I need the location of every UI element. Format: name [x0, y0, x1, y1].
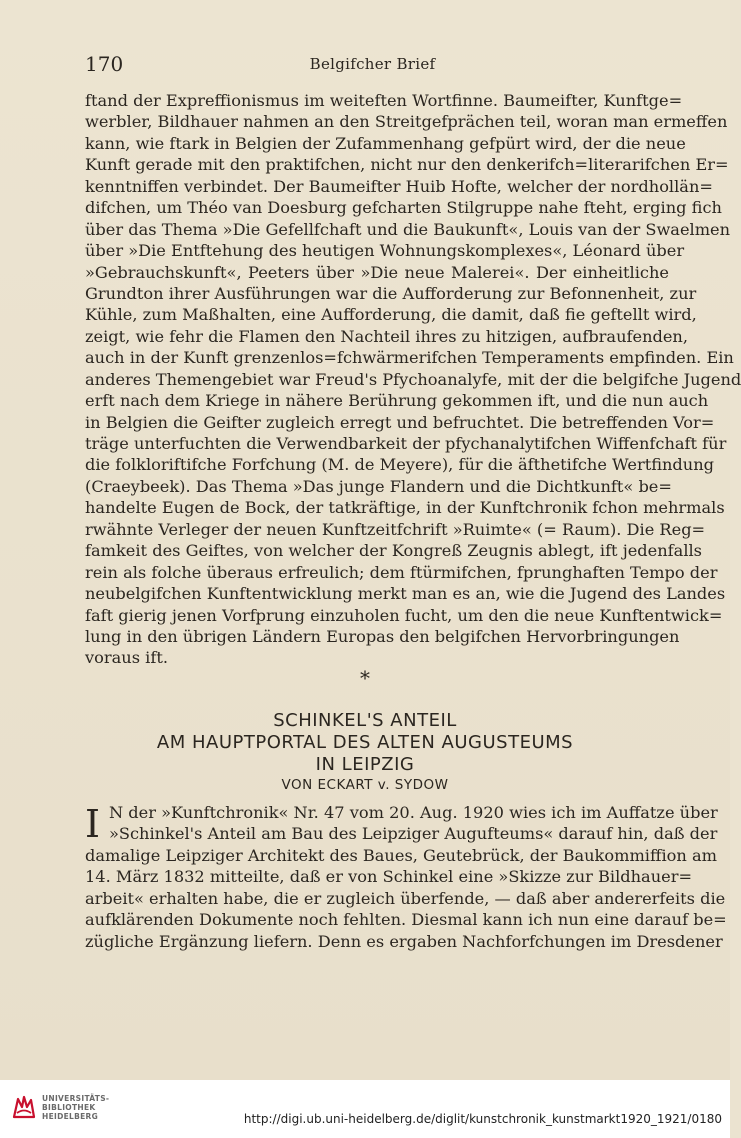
- paragraph-line: über »Die Entftehung des heutigen Wohnungskomplexes«, Léonard über: [85, 241, 685, 261]
- article-line: 14. März 1832 mitteilte, daß er von Schinkel eine »Skizze zur Bildhauer=: [85, 867, 693, 887]
- paragraph-line: anderes Themengebiet war Freud's Pfychoanalyfe, mit der die belgifche Jugend: [85, 369, 741, 389]
- article-line: damalige Leipziger Architekt des Baues, Geutebrück, der Baukommiffion am: [85, 845, 717, 865]
- article-line: arbeit« erhalten habe, die er zugleich überfende, — daß aber andererfeits die: [85, 888, 726, 908]
- paragraph-line: kann, wie ftark in Belgien der Zufammenhang gefpürt wird, der die neue: [85, 133, 686, 153]
- drop-cap: I: [85, 802, 101, 846]
- article-title-line-2: AM HAUPTPORTAL DES ALTEN AUGUSTEUMS: [156, 732, 574, 753]
- paragraph-line: rein als folche überaus erfreulich; dem ftürmifchen, fprunghaften Tempo der: [85, 562, 718, 582]
- paragraph-line: erft nach dem Kriege in nähere Berührung gekommen ift, und die nun auch: [85, 391, 709, 411]
- paragraph-line: rwähnte Verleger der neuen Kunftzeitfchrift »Ruimte« (= Raum). Die Reg=: [85, 519, 706, 539]
- logo-text-line-2: BIBLIOTHEK: [42, 1103, 96, 1112]
- section-separator: *: [360, 666, 370, 690]
- paragraph-line: voraus ift.: [85, 648, 168, 668]
- paragraph-line: kenntniffen verbindet. Der Baumeifter Huib Hofte, welcher der nordhollän=: [85, 176, 713, 196]
- paragraph-belgian-letter: [85, 90, 741, 669]
- logo-text-line-3: HEIDELBERG: [42, 1112, 99, 1121]
- paragraph-line: neubelgifchen Kunftentwicklung merkt man es an, wie die Jugend des Landes: [85, 584, 726, 604]
- paragraph-line: zeigt, wie fehr die Flamen den Nachteil ihres zu hitzigen, aufbraufenden,: [85, 326, 689, 346]
- paragraph-line: »Gebrauchskunft«, Peeters über »Die neue Malerei«. Der einheitliche: [85, 262, 669, 282]
- article-line: aufklärenden Dokumente noch fehlten. Diesmal kann ich nun eine darauf be=: [85, 910, 727, 930]
- library-logo-text: [42, 1094, 109, 1121]
- paragraph-line: Kühle, zum Maßhalten, eine Aufforderung, die damit, daß fie geftellt wird,: [85, 305, 697, 325]
- paragraph-line: lung in den übrigen Ländern Europas den belgifchen Hervorbringungen: [85, 626, 680, 646]
- article-body: [85, 802, 727, 952]
- article-byline: VON ECKART v. SYDOW: [281, 777, 449, 793]
- article-line: N der »Kunftchronik« Nr. 47 vom 20. Aug. 1920 wies ich im Auffatze über: [109, 803, 718, 822]
- paragraph-line: (Craeybeek). Das Thema »Das junge Flandern und die Dichtkunft« be=: [85, 476, 672, 496]
- article-line: zügliche Ergänzung liefern. Denn es ergaben Nachforfchungen im Dresdener: [85, 931, 723, 951]
- running-title: Belgifcher Brief: [309, 55, 436, 73]
- page-number: 170: [85, 52, 124, 76]
- paragraph-line: famkeit des Geiftes, von welcher der Kongreß Zeugnis ablegt, ift jedenfalls: [85, 541, 702, 561]
- paragraph-line: difchen, um Théo van Doesburg gefcharten Stilgruppe nahe fteht, erging fich: [85, 198, 722, 218]
- heidelberg-lion-icon: [10, 1093, 38, 1121]
- logo-text-line-1: UNIVERSITÄTS-: [42, 1094, 110, 1103]
- paragraph-line: werbler, Bildhauer nahmen an den Streitgefprächen teil, woran man ermeffen: [85, 112, 728, 132]
- paragraph-line: träge unterfuchten die Verwendbarkeit der pfychanalytifchen Wiffenfchaft für: [85, 434, 727, 453]
- source-url-link[interactable]: http://digi.ub.uni-heidelberg.de/diglit/kunstchronik_kunstmarkt1920_1921/0180: [243, 1112, 722, 1126]
- paragraph-line: die folkloriftifche Forfchung (M. de Meyere), für die äfthetifche Wertfindung: [85, 455, 714, 475]
- paragraph-line: über das Thema »Die Gefellfchaft und die Baukunft«, Louis van der Swaelmen: [85, 219, 731, 239]
- article-title-line-3: IN LEIPZIG: [315, 754, 415, 775]
- paragraph-line: ftand der Expreffionismus im weiteften Wortfinne. Baumeifter, Kunftge=: [85, 91, 683, 110]
- paragraph-line: handelte Eugen de Bock, der tatkräftige, in der Kunftchronik fchon mehrmals: [85, 498, 725, 518]
- paragraph-line: auch in der Kunft grenzenlos=fchwärmerifchen Temperaments empfinden. Ein: [85, 348, 734, 368]
- article-title-line-1: SCHINKEL'S ANTEIL: [273, 710, 457, 731]
- article-line: »Schinkel's Anteil am Bau des Leipziger Augufteums« darauf hin, daß der: [109, 824, 718, 844]
- page-header: [85, 52, 660, 76]
- paragraph-line: in Belgien die Geifter zugleich erregt und befruchtet. Die betreffenden Vor=: [85, 412, 715, 432]
- paragraph-line: Grundton ihrer Ausführungen war die Aufforderung zur Befonnenheit, zur: [85, 283, 697, 303]
- paragraph-line: Kunft gerade mit den praktifchen, nicht nur den denkerifch=literarifchen Er=: [85, 155, 729, 175]
- digitization-footer: [0, 1080, 730, 1138]
- paragraph-line: faft gierig jenen Vorfprung einzuholen fucht, um den die neue Kunftentwick=: [85, 605, 723, 625]
